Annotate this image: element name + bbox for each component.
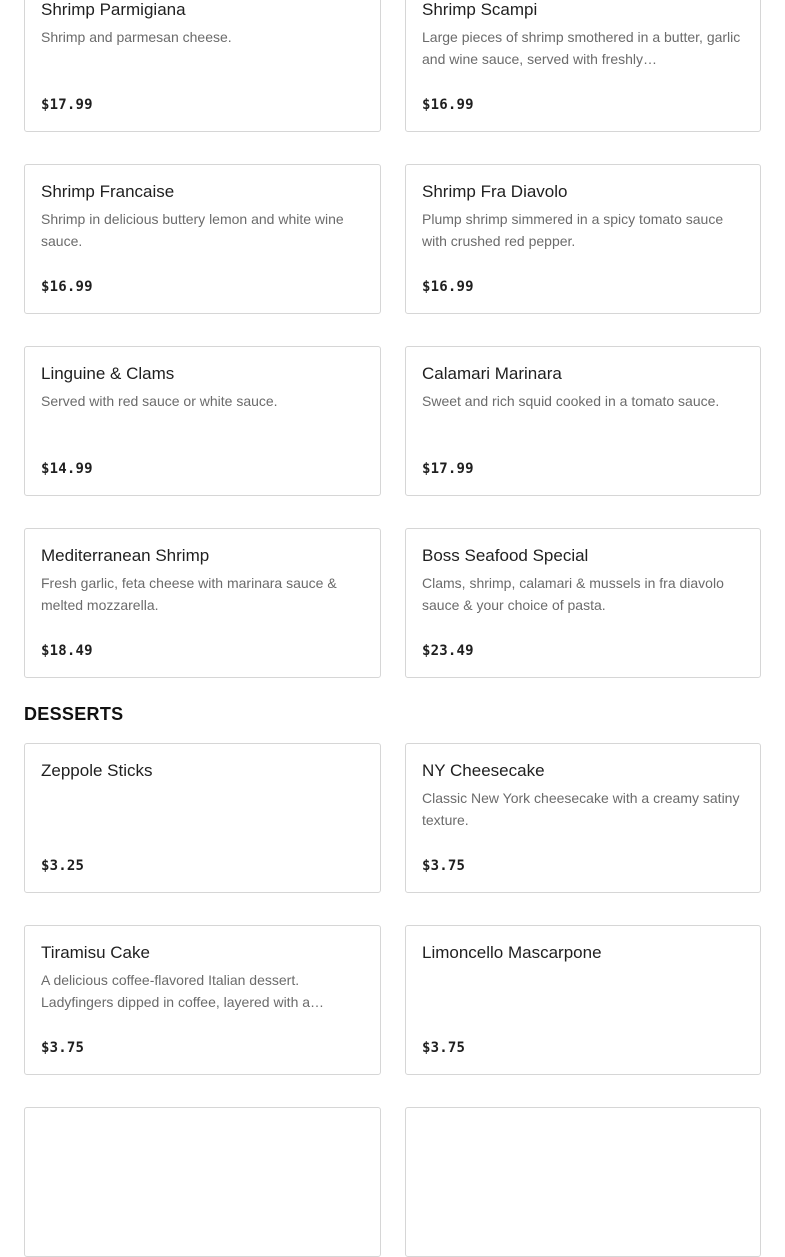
menu-item-card[interactable] <box>405 743 761 893</box>
menu-item-card[interactable] <box>405 346 761 496</box>
menu-item-card[interactable] <box>405 925 761 1075</box>
section-title-desserts: DESSERTS <box>24 704 124 724</box>
desserts-items-grid <box>24 743 785 1257</box>
menu-item-card[interactable] <box>405 528 761 678</box>
item-description: Shrimp in delicious buttery lemon and white wine sauce. <box>41 211 344 249</box>
item-price: $3.75 <box>422 858 466 874</box>
item-price: $23.49 <box>422 643 474 659</box>
item-name: Linguine & Clams <box>41 364 175 383</box>
menu-item-card[interactable] <box>405 164 761 314</box>
seafood-items-grid <box>24 0 785 678</box>
item-name: Shrimp Scampi <box>422 0 538 19</box>
item-name: Boss Seafood Special <box>422 546 589 565</box>
item-name: Shrimp Parmigiana <box>41 0 186 19</box>
item-name: Shrimp Francaise <box>41 182 175 201</box>
menu-item-card[interactable] <box>24 0 381 132</box>
item-price: $3.25 <box>41 858 85 874</box>
item-name: Calamari Marinara <box>422 364 562 383</box>
item-name: Mediterranean Shrimp <box>41 546 210 565</box>
item-description: Large pieces of shrimp smothered in a butter, garlic and wine sauce, served with freshly… <box>422 29 741 67</box>
item-name: Limoncello Mascarpone <box>422 943 602 962</box>
item-name: Zeppole Sticks <box>41 761 153 780</box>
item-description: Served with red sauce or white sauce. <box>41 393 278 409</box>
item-description: Sweet and rich squid cooked in a tomato sauce. <box>422 393 720 409</box>
menu-item-card[interactable] <box>24 346 381 496</box>
menu-item-card[interactable] <box>405 0 761 132</box>
item-description: Clams, shrimp, calamari & mussels in fra diavolo sauce & your choice of pasta. <box>422 575 724 613</box>
item-description: Shrimp and parmesan cheese. <box>41 29 232 45</box>
item-name: Tiramisu Cake <box>41 943 150 962</box>
item-price: $3.75 <box>422 1040 466 1056</box>
item-price: $3.75 <box>41 1040 85 1056</box>
item-price: $18.49 <box>41 643 93 659</box>
menu-item-card[interactable] <box>24 743 381 893</box>
item-name: Shrimp Fra Diavolo <box>422 182 568 201</box>
menu-item-card[interactable] <box>24 1107 381 1257</box>
item-price: $17.99 <box>41 97 93 113</box>
item-price: $16.99 <box>422 279 474 295</box>
item-description: A delicious coffee-flavored Italian dessert. Ladyfingers dipped in coffee, layered with a… <box>41 972 325 1010</box>
menu-item-card[interactable] <box>24 164 381 314</box>
item-description: Fresh garlic, feta cheese with marinara sauce & melted mozzarella. <box>41 575 337 613</box>
item-price: $17.99 <box>422 461 474 477</box>
item-description: Classic New York cheesecake with a creamy satiny texture. <box>422 790 740 828</box>
item-name: NY Cheesecake <box>422 761 545 780</box>
menu-item-card[interactable] <box>24 528 381 678</box>
item-price: $16.99 <box>422 97 474 113</box>
item-description: Plump shrimp simmered in a spicy tomato sauce with crushed red pepper. <box>422 211 724 249</box>
menu-item-card[interactable] <box>405 1107 761 1257</box>
item-price: $16.99 <box>41 279 93 295</box>
menu-item-card[interactable] <box>24 925 381 1075</box>
item-price: $14.99 <box>41 461 93 477</box>
